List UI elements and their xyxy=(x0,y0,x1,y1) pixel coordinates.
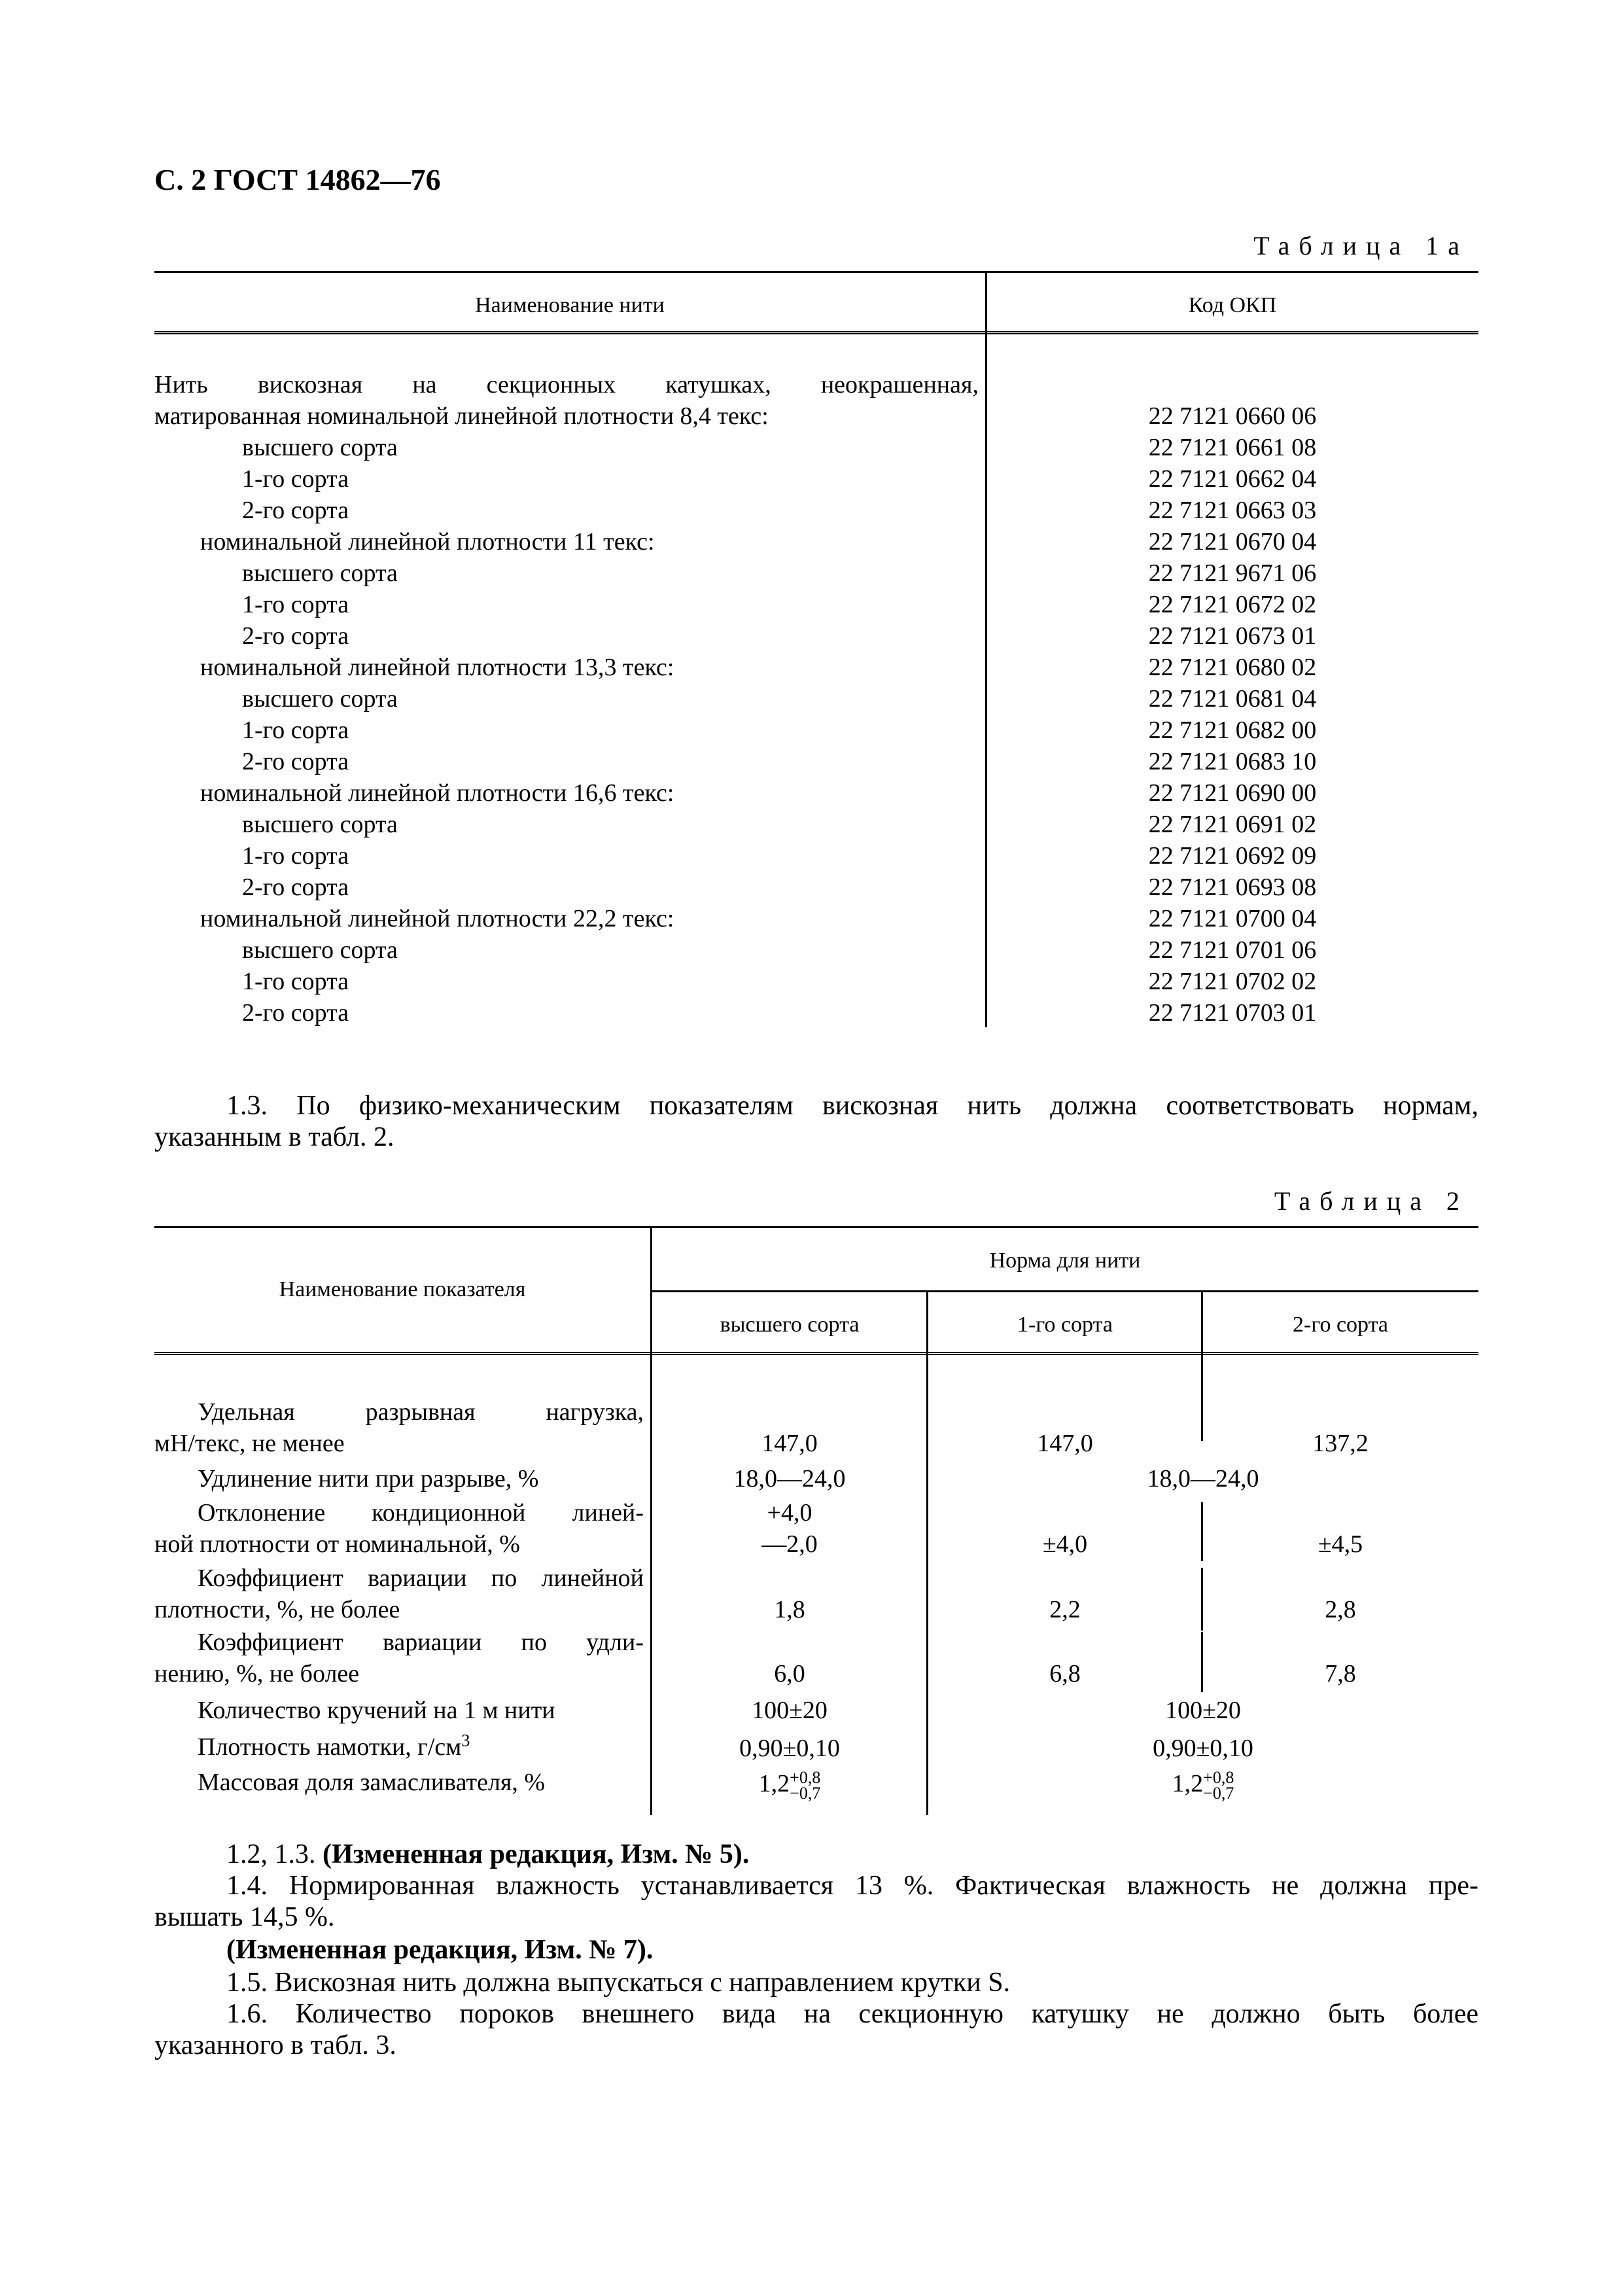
table-1a-row-code: 22 7121 0690 00 xyxy=(1148,779,1317,807)
t2-row3-name-line1: Отклонение кондиционной линей- xyxy=(198,1499,644,1527)
t2-row1-name-line2: мН/текс, не менее xyxy=(154,1430,345,1457)
table-1a-row-code: 22 7121 0700 04 xyxy=(1148,905,1317,932)
table-1a-row-name: номинальной линейной плотности 11 текс: xyxy=(200,528,655,556)
t2-row4-first: 2,2 xyxy=(1049,1596,1081,1623)
table-1a-row-code: 22 7121 0662 04 xyxy=(1148,465,1317,493)
t2-row7-name-superscript: 3 xyxy=(461,1731,470,1750)
table-1a-row-code: 22 7121 0673 01 xyxy=(1148,622,1317,650)
t2-row1-top: 147,0 xyxy=(761,1430,818,1457)
paragraph-1-3-line1: 1.3. По физико-механическим показателям вискозная нить должна соответствовать нормам, xyxy=(226,1091,1478,1121)
t2-row1-name-line1: Удельная разрывная нагрузка, xyxy=(198,1398,644,1426)
table-1a-row-name: высшего сорта xyxy=(242,559,398,587)
t2-row5-first: 6,8 xyxy=(1049,1660,1081,1687)
note-1-2-1-3-amendment: (Измененная редакция, Изм. № 5). xyxy=(323,1839,750,1869)
paragraph-1-3-line2: указанным в табл. 2. xyxy=(154,1122,394,1152)
table-2-col-top-grade: высшего сорта xyxy=(720,1313,860,1337)
table-1a-row-code: 22 7121 0703 01 xyxy=(1148,999,1317,1027)
table-1a-row-code: 22 7121 0701 06 xyxy=(1148,936,1317,964)
t2-row7-name xyxy=(198,1731,470,1763)
table-1a-row-code: 22 7121 0702 02 xyxy=(1148,968,1317,995)
table-1a-row-name: 2-го сорта xyxy=(242,622,349,650)
t2-row1-second: 137,2 xyxy=(1312,1430,1369,1457)
table-1a-row-name: высшего сорта xyxy=(242,685,398,713)
table-1a-row-code: 22 7121 0692 09 xyxy=(1148,842,1317,870)
table-1a-row-code: 22 7121 0663 03 xyxy=(1148,497,1317,524)
table-1a-row-code: 22 7121 0680 02 xyxy=(1148,654,1317,681)
table-1a-row-code: 22 7121 0683 10 xyxy=(1148,748,1317,775)
table-1a-row-code: 22 7121 0682 00 xyxy=(1148,716,1317,744)
table-2-col-second-grade: 2-го сорта xyxy=(1293,1313,1388,1337)
t2-row6-top: 100±20 xyxy=(752,1697,828,1724)
paragraph-1-4-line1: 1.4. Нормированная влажность устанавливается 13 %. Фактическая влажность не должна пре- xyxy=(226,1871,1478,1901)
t2-row8-rest-lower: −0,7 xyxy=(1203,1784,1234,1803)
t2-row4-name-line1: Коэффициент вариации по линейной xyxy=(198,1564,644,1592)
table-1a-row-code: 22 7121 0660 06 xyxy=(1148,402,1317,430)
t2-row1-first: 147,0 xyxy=(1037,1430,1093,1457)
note-1-4-amendment: (Измененная редакция, Изм. № 7). xyxy=(226,1935,654,1965)
t2-row8-rest-upper: +0,8 xyxy=(1203,1768,1234,1788)
table-1a-row-code: 22 7121 0693 08 xyxy=(1148,874,1317,901)
t2-row6-first-second: 100±20 xyxy=(1165,1697,1241,1724)
note-1-2-1-3 xyxy=(226,1839,749,1870)
table-1a-row-code: 22 7121 0672 02 xyxy=(1148,591,1317,618)
table-1a-row-name: 2-го сорта xyxy=(242,874,349,901)
table-1a-row-name: номинальной линейной плотности 16,6 текс: xyxy=(200,779,674,807)
table-1a-row-name: высшего сорта xyxy=(242,811,398,838)
table-2-col-name-header: Наименование показателя xyxy=(279,1277,526,1301)
table-1a-top-rule xyxy=(154,271,1478,273)
table-2-caption: Таблица 2 xyxy=(1274,1186,1469,1216)
t2-row8-rest-tolerance xyxy=(1203,1770,1234,1801)
t2-row3-first: ±4,0 xyxy=(1042,1530,1088,1558)
paragraph-1-5: 1.5. Вискозная нить должна выпускаться с направлением крутки S. xyxy=(226,1968,1011,1998)
table-1a-row-code: 22 7121 0661 08 xyxy=(1148,434,1317,461)
t2-row8-first-second xyxy=(928,1768,1478,1801)
t2-row8-top xyxy=(652,1768,928,1801)
t2-row7-top: 0,90±0,10 xyxy=(739,1735,840,1762)
t2-row4-top: 1,8 xyxy=(774,1596,805,1623)
table-1a-row-code: 22 7121 0691 02 xyxy=(1148,811,1317,838)
table-1a-row-name: высшего сорта xyxy=(242,434,398,461)
table-2-col-norm-header: Норма для нити xyxy=(989,1248,1141,1273)
t2-row3-name-line2: ной плотности от номинальной, % xyxy=(154,1530,520,1558)
t2-row2-top: 18,0—24,0 xyxy=(733,1465,846,1492)
t2-row5-name-line2: нению, %, не более xyxy=(154,1660,360,1687)
page-header: С. 2 ГОСТ 14862—76 xyxy=(154,163,441,196)
table-1a-col-code-header: Код ОКП xyxy=(1188,293,1277,317)
t2-row3-top-minus: —2,0 xyxy=(761,1530,818,1558)
table-1a-caption: Таблица 1а xyxy=(1253,231,1469,260)
table-2-top-rule xyxy=(154,1226,1478,1228)
table-2-divider-first-second-header xyxy=(1201,1290,1203,1382)
t2-row5-name-line1: Коэффициент вариации по удли- xyxy=(198,1629,644,1656)
table-1a-row-name: 1-го сорта xyxy=(242,842,349,870)
t2-row8-top-base: 1,2 xyxy=(758,1770,790,1797)
t2-row5-top: 6,0 xyxy=(774,1660,805,1687)
t2-row8-top-upper: +0,8 xyxy=(790,1768,821,1788)
table-1a-intro-line2: матированная номинальной линейной плотности 8,4 текс: xyxy=(154,402,769,430)
note-1-2-1-3-ref: 1.2, 1.3. xyxy=(226,1839,323,1869)
table-1a-row-name: высшего сорта xyxy=(242,936,398,964)
paragraph-1-6-line1: 1.6. Количество пороков внешнего вида на секционную катушку не должно быть более xyxy=(226,1999,1478,2029)
table-2-subheader-rule xyxy=(652,1290,1478,1292)
table-1a-row-name: номинальной линейной плотности 13,3 текс: xyxy=(200,654,674,681)
t2-row7-name-text: Плотность намотки, г/см xyxy=(198,1733,462,1761)
table-1a-row-code: 22 7121 0681 04 xyxy=(1148,685,1317,713)
t2-row8-top-lower: −0,7 xyxy=(790,1784,821,1803)
t2-row3-top-plus: +4,0 xyxy=(767,1499,812,1527)
table-1a-row-name: 2-го сорта xyxy=(242,748,349,775)
table-1a-row-name: 1-го сорта xyxy=(242,716,349,744)
table-1a-row-name: 1-го сорта xyxy=(242,591,349,618)
table-1a-row-name: 2-го сорта xyxy=(242,999,349,1027)
t2-row4-name-line2: плотности, %, не более xyxy=(154,1596,400,1623)
table-1a-col-name-header: Наименование нити xyxy=(475,293,665,317)
table-1a-row-name: 2-го сорта xyxy=(242,497,349,524)
table-1a-row-name: номинальной линейной плотности 22,2 текс: xyxy=(200,905,674,932)
t2-row6-name: Количество кручений на 1 м нити xyxy=(198,1697,555,1724)
table-1a-header-rule xyxy=(154,331,1478,334)
paragraph-1-4-line2: вышать 14,5 %. xyxy=(154,1902,335,1932)
table-2-header-rule xyxy=(154,1352,1478,1355)
t2-row8-top-tolerance xyxy=(790,1770,820,1801)
table-1a-row-name: 1-го сорта xyxy=(242,465,349,493)
t2-row3-second: ±4,5 xyxy=(1318,1530,1363,1558)
t2-row8-rest-base: 1,2 xyxy=(1172,1770,1204,1797)
paragraph-1-6-line2: указанного в табл. 3. xyxy=(154,2030,396,2060)
t2-row7-first-second: 0,90±0,10 xyxy=(1153,1735,1253,1762)
table-1a-row-code: 22 7121 0670 04 xyxy=(1148,528,1317,556)
t2-row8-name: Массовая доля замасливателя, % xyxy=(198,1769,546,1796)
t2-row2-first-second: 18,0—24,0 xyxy=(1147,1465,1259,1492)
t2-row5-second: 7,8 xyxy=(1325,1660,1356,1687)
t2-row2-name: Удлинение нити при разрыве, % xyxy=(198,1465,539,1492)
table-1a-intro-line1: Нить вискозная на секционных катушках, неокрашенная, xyxy=(154,371,979,398)
table-1a-row-name: 1-го сорта xyxy=(242,968,349,995)
table-1a-row-code: 22 7121 9671 06 xyxy=(1148,559,1317,587)
table-2-col-first-grade: 1-го сорта xyxy=(1017,1313,1113,1337)
t2-row4-second: 2,8 xyxy=(1325,1596,1356,1623)
